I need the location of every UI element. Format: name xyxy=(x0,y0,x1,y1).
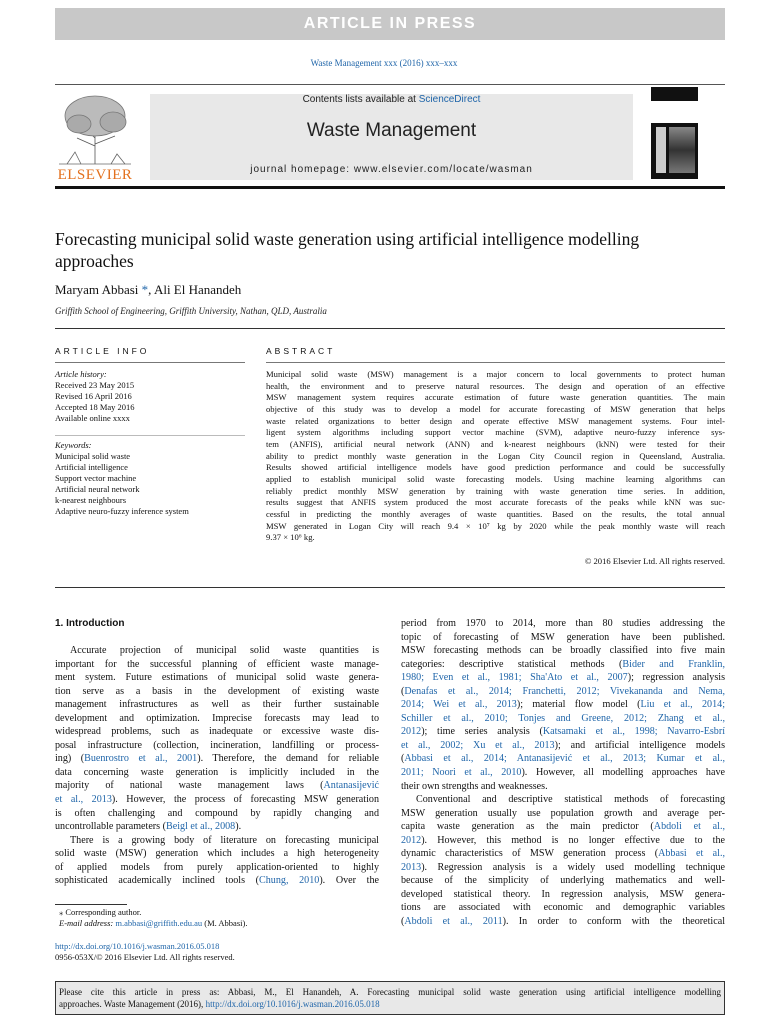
body-column-left xyxy=(55,644,379,888)
text-line: categories: descriptive statistical methods (Bider and Franklin, xyxy=(401,658,725,670)
citation-doi-link[interactable]: http://dx.doi.org/10.1016/j.wasman.2016.05.018 xyxy=(205,999,380,1009)
text-line: MSW forecasting methods can be broadly classified into five main xyxy=(401,645,725,657)
text-line: majority of national waste management laws (Antanasijević xyxy=(55,780,379,792)
copyright-notice: © 2016 Elsevier Ltd. All rights reserved. xyxy=(584,556,725,566)
body-column-right xyxy=(401,617,725,929)
text-line: 2012). However, this method is no longer effective due to the xyxy=(401,834,725,846)
citation-link[interactable]: Beigl et al., 2008 xyxy=(165,821,236,833)
article-history xyxy=(55,369,255,424)
divider xyxy=(55,435,245,436)
text-line: et al., 2013). However, the process of forecasting MSW generation xyxy=(55,794,379,806)
abstract-line: cessful in predicting the monthly averages of waste quantities. Based on the results, the total annual xyxy=(266,508,725,519)
elsevier-logo[interactable] xyxy=(55,90,135,182)
contents-line: Contents lists available at ScienceDirect xyxy=(302,94,481,105)
abstract-line: MSW generated in Logan City will reach 9.4 × 10⁷ kg by 2020 while the peak monthly waste will reach xyxy=(266,520,725,531)
text-line: is often challenging and compound by rapidly changing and xyxy=(55,807,379,819)
abstract-line: waste related organizations to better design and operate effective MSW management systems. Four intel- xyxy=(266,415,725,426)
citation-link[interactable]: et al., 2013 xyxy=(55,794,112,806)
citation-link[interactable]: 2014; Wei et al., 2013 xyxy=(401,699,517,711)
journal-masthead xyxy=(150,94,633,180)
history-item: Available online xxxx xyxy=(55,413,130,423)
text-line: 2014; Wei et al., 2013); material flow model (Liu et al., 2014; xyxy=(401,699,725,711)
section-heading: 1. Introduction xyxy=(55,618,125,629)
author-list: Maryam Abbasi *, Ali El Hanandeh xyxy=(55,282,242,297)
footnote xyxy=(55,907,385,929)
citation-link[interactable]: Abbasi et al., xyxy=(658,848,725,860)
text-line: data concerning waste generation is implicitly included in the xyxy=(55,766,379,778)
citation-link[interactable]: Denafas et al., 2014; Franchetti, 2012; Vivekananda and Nema, xyxy=(404,685,725,697)
abstract-line: applied to establish municipal solid waste forecasting models. Using machine learning algorithms can xyxy=(266,473,725,484)
text-line: solid waste (MSW) generation which includes a high heterogeneity xyxy=(55,848,379,860)
text-line: MSW generation usually use population growth and average per- xyxy=(401,807,725,819)
keyword: Municipal solid waste xyxy=(55,451,131,461)
abstract-line: 9.37 × 10⁶ kg. xyxy=(266,532,315,543)
text-line: their own strengths and weaknesses. xyxy=(401,780,548,792)
publisher-name: ELSEVIER xyxy=(57,167,133,183)
footnote-rule xyxy=(55,904,127,905)
text-line: because of the simplicity of underlying mathematics and well- xyxy=(401,875,725,887)
abstract-line: Municipal solid waste (MSW) management is a major concern to local governments to protect human xyxy=(266,369,725,379)
text-line: 2012); time series analysis (Katsamaki et al., 1998; Navarro-Esbrí xyxy=(401,726,725,738)
citation-link[interactable]: Abdoli et al., 2011 xyxy=(404,916,503,928)
abstract-line: Results showed artificial intelligence models have good prediction performance and could be successfully xyxy=(266,462,725,473)
banner-text: ARTICLE IN PRESS xyxy=(303,15,477,32)
text-line: posal infrastructure (collection, incineration, landfilling or process- xyxy=(55,739,379,751)
text-line xyxy=(401,712,725,726)
citation-link[interactable]: Schiller et al., 2010; Tonjes and Greene, 2012; Zhang et al., xyxy=(401,712,725,724)
text-line: (Denafas et al., 2014; Franchetti, 2012; Vivekananda and Nema, xyxy=(401,685,725,697)
citation-link[interactable]: Liu et al., 2014; xyxy=(640,699,725,711)
text-line: tion serve as a basis in the development of existing waste xyxy=(55,685,379,697)
citation-link[interactable]: Bider and Franklin, xyxy=(622,658,725,670)
text-line: Conventional and descriptive statistical methods of forecasting xyxy=(416,794,725,806)
article-in-press-banner xyxy=(55,8,725,40)
abstract-line: ligent system algorithms including support vector machine (SVM), adaptive neuro-fuzzy inference sys- xyxy=(266,427,725,438)
text-line: ing) (Buenrostro et al., 2001). Therefore, the demand for reliable xyxy=(55,753,379,765)
keyword: Artificial intelligence xyxy=(55,462,128,472)
text-line: 1980; Even et al., 1981; Sha'Ato et al., 2007); regression analysis xyxy=(401,672,726,684)
citation-box xyxy=(55,981,725,1015)
email-link[interactable]: m.abbasi@griffith.edu.au xyxy=(115,918,203,928)
text-line: widespread problems, such as inadequate or excessive waste dis- xyxy=(55,726,379,738)
text-line: period from 1970 to 2014, more than 80 studies addressing the xyxy=(401,618,725,629)
text-line: tions are associated with economic and demographic variables xyxy=(401,902,725,914)
divider xyxy=(55,362,245,363)
text-line: 2011; Noori et al., 2010). However, all modelling approaches have xyxy=(401,767,725,779)
divider xyxy=(55,328,725,329)
citation-link[interactable]: Abdoli et al., xyxy=(653,821,725,833)
abstract-line: tem (ANFIS), artificial neural network (ANN) and k-nearest neighbours (kNN) were tested for their xyxy=(266,438,725,449)
affiliation: Griffith School of Engineering, Griffith University, Nathan, QLD, Australia xyxy=(55,306,327,316)
corresponding-author-mark[interactable]: * xyxy=(141,282,149,297)
journal-title: Waste Management xyxy=(306,120,477,141)
text-line: 2013). Regression analysis is a widely used modelling technique xyxy=(401,861,725,873)
citation-link[interactable]: 2012 xyxy=(401,834,422,846)
corresponding-author-note: ⁎ Corresponding author. xyxy=(59,907,142,917)
text-line: management infrastructures as well as their further sustainable xyxy=(55,699,379,711)
text-line: Accurate projection of municipal solid waste quantities is xyxy=(70,645,379,656)
history-item: Revised 16 April 2016 xyxy=(55,391,132,401)
citation-link[interactable]: 2013 xyxy=(401,861,422,873)
doi-link[interactable]: http://dx.doi.org/10.1016/j.wasman.2016.05.018 xyxy=(55,941,220,951)
journal-cover-image xyxy=(651,87,698,179)
sciencedirect-link[interactable]: ScienceDirect xyxy=(418,94,481,105)
elsevier-tree-icon xyxy=(55,90,135,166)
abstract-heading: ABSTRACT xyxy=(266,346,336,356)
citation-link[interactable]: et al., 2002; Xu et al., 2013 xyxy=(401,739,555,751)
keywords xyxy=(55,440,255,517)
text-line: of applied models from purely application-oriented to highly xyxy=(55,861,379,873)
issn-line: 0956-053X/© 2016 Elsevier Ltd. All rights reserved. xyxy=(55,952,235,962)
header-rule xyxy=(55,84,725,85)
journal-citation-link[interactable]: Waste Management xxx (2016) xxx–xxx xyxy=(310,58,458,68)
text-line: There is a growing body of literature on forecasting municipal xyxy=(70,834,379,846)
abstract-line: results suggest that ANFIS system produced the most accurate forecasts of the peaks while kNN was suc- xyxy=(266,497,725,508)
abstract-line: MSW management system requires accurate estimation of future waste generation quantities. The main xyxy=(266,392,725,403)
text-line: ment system. Future estimations of municipal solid waste genera- xyxy=(55,672,379,684)
text-line: capita waste generation as the main predictor (Abdoli et al., xyxy=(401,821,725,833)
citation-link[interactable]: Katsamaki et al., 1998; Navarro-Esbrí xyxy=(542,726,725,738)
text-line: developed statistical theory. In regression analysis, MSW genera- xyxy=(401,888,725,900)
citation-link[interactable]: Antanasijević xyxy=(323,780,379,792)
citation-line: Please cite this article in press as: Abbasi, M., El Hanandeh, A. Forecasting municipal solid waste generation using artificial intelligence modelling xyxy=(59,987,721,997)
text-line: development and optimization. Imprecise forecasts may lead to xyxy=(55,712,379,724)
text-line: sophisticated academically inclined tools (Chung, 2010). Over the xyxy=(55,875,379,887)
abstract-line: reliably predict monthly MSW generation by training with waste generation time series. In addition, xyxy=(266,485,725,496)
keyword: k-nearest neighbours xyxy=(55,495,127,505)
citation-link[interactable]: 2012 xyxy=(401,726,422,738)
citation-link[interactable]: Buenrostro et al., 2001 xyxy=(84,753,198,765)
history-item: Received 23 May 2015 xyxy=(55,380,135,390)
abstract-line: ability to predict monthly waste generation in the Logan City Council region in Queensland, Australia. xyxy=(266,450,725,461)
keyword: Adaptive neuro-fuzzy inference system xyxy=(55,506,189,516)
citation-link[interactable]: 2011; Noori et al., 2010 xyxy=(401,767,522,779)
history-item: Accepted 18 May 2016 xyxy=(55,402,135,412)
text-line: (Abbasi et al., 2014; Antanasijević et al., 2013; Kumar et al., xyxy=(401,753,725,765)
divider xyxy=(266,362,725,363)
keywords-label: Keywords: xyxy=(55,440,92,450)
citation-link[interactable]: Chung, 2010 xyxy=(259,875,320,887)
paper-title: Forecasting municipal solid waste generation using artificial intelligence modelling approaches xyxy=(55,229,640,271)
text-line: dynamic characteristics of MSW generation process (Abbasi et al., xyxy=(401,848,725,860)
text-line: et al., 2002; Xu et al., 2013); and artificial intelligence models xyxy=(401,739,726,751)
text-line: uncontrollable parameters (Beigl et al., 2008). xyxy=(55,821,242,833)
article-info-heading: ARTICLE INFO xyxy=(55,346,150,356)
abstract-line: objective of this study was to develop a model for accurate forecasting of MSW generation that helps xyxy=(266,403,725,414)
keyword: Support vector machine xyxy=(55,473,137,483)
email-line: E-mail address: m.abbasi@griffith.edu.au (M. Abbasi). xyxy=(59,918,248,928)
history-label: Article history: xyxy=(55,369,107,379)
header-rule-thick xyxy=(55,186,725,189)
text-line: topic of forecasting of MSW generation have been published. xyxy=(401,631,725,643)
text-line: important for the successful planning of efficient waste manage- xyxy=(55,658,379,670)
journal-homepage-link[interactable]: journal homepage: www.elsevier.com/locate/wasman xyxy=(250,164,533,175)
abstract-body xyxy=(266,369,725,544)
citation-link[interactable]: Abbasi et al., 2014; Antanasijević et al., 2013; Kumar et al., xyxy=(404,753,725,765)
citation-line: approaches. Waste Management (2016), http://dx.doi.org/10.1016/j.wasman.2016.05.018 xyxy=(59,999,380,1009)
keyword: Artificial neural network xyxy=(55,484,140,494)
citation-link[interactable]: 1980; Even et al., 1981; Sha'Ato et al., 2007 xyxy=(401,672,628,684)
abstract-line: health, the environment and to preserve natural resources. The design and operation of an effective xyxy=(266,380,725,391)
text-line: (Abdoli et al., 2011). In order to conform with the theoretical xyxy=(401,916,725,928)
divider xyxy=(55,587,725,588)
